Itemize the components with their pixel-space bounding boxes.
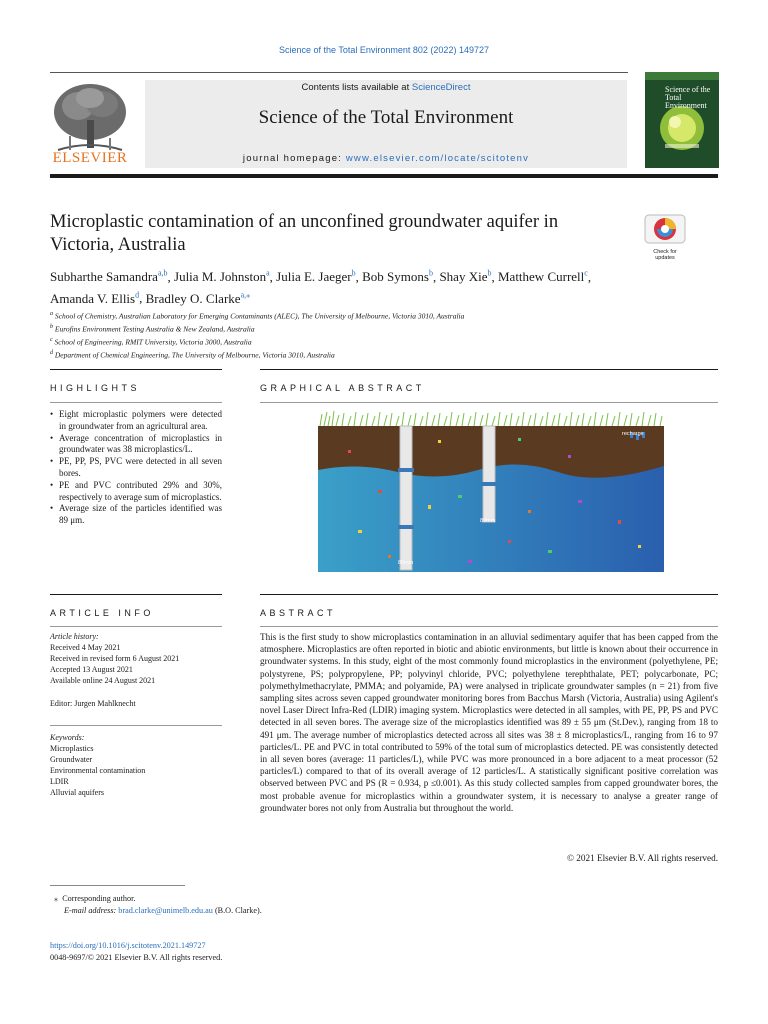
keywords	[50, 732, 222, 798]
article-history	[50, 631, 222, 686]
graphical-abstract-figure[interactable]	[318, 410, 664, 572]
author-list: Subharthe Samandra$^{a,b}$, Julia M. Johnston$^a$, Julia E. Jaeger$^b$, Bob Symons$^b$, Shay Xie$^b$, Matthew Currell$^c$, Amanda V. Ellis$^d$, Bradley O. Clarke$^{a,⁎}$	[50, 269, 592, 306]
header-thick-rule	[50, 174, 718, 178]
highlight-item: • Average concentration of microplastics in groundwater was 38 microplastics/L.	[50, 433, 222, 457]
abstract-copyright: © 2021 Elsevier B.V. All rights reserved.	[567, 853, 718, 863]
bore-depth-label: 80mm	[398, 560, 414, 566]
author[interactable]: Matthew Currell$^c$	[497, 269, 588, 285]
affiliation-item: $^c$ School of Engineering, RMIT University, Victoria 3000, Australia	[50, 337, 252, 347]
article-title: Microplastic contamination of an unconfined groundwater aquifer in Victoria, Australia	[50, 212, 559, 255]
article-info-top-rule	[50, 594, 222, 595]
keyword-item[interactable]: Microplastics	[50, 744, 94, 753]
aquifer-diagram	[318, 410, 664, 572]
highlights-heading: HIGHLIGHTS	[50, 383, 141, 393]
graphical-abstract-top-rule	[260, 369, 718, 370]
email-line: E-mail address: brad.clarke@unimelb.edu.au (B.O. Clarke).	[64, 906, 262, 915]
journal-cover[interactable]	[645, 72, 719, 168]
cover-title-line2: Total Environment	[665, 93, 707, 110]
keyword-item[interactable]: Groundwater	[50, 755, 93, 764]
author[interactable]: Bradley O. Clarke$^{a,⁎}$	[145, 290, 251, 306]
homepage-prefix: journal homepage:	[242, 153, 346, 164]
affiliation-item: $^b$ Eurofins Environment Testing Australia & New Zealand, Australia	[50, 324, 255, 334]
highlights-rule	[50, 402, 222, 403]
author[interactable]: Julia M. Johnston$^a$	[174, 269, 270, 285]
footnote-rule	[50, 885, 185, 886]
issn-copyright: 0048-9697/© 2021 Elsevier B.V. All rights reserved.	[50, 953, 223, 962]
contents-prefix: Contents lists available at	[301, 82, 412, 93]
email-link[interactable]: brad.clarke@unimelb.edu.au	[118, 906, 213, 915]
author[interactable]: Subharthe Samandra$^{a,b}$	[50, 269, 168, 285]
highlight-item: • PE and PVC contributed 29% and 30%, respectively to average sum of microplastics.	[50, 480, 222, 504]
crossmark-icon	[644, 214, 686, 244]
elsevier-wordmark: ELSEVIER	[52, 150, 128, 166]
cover-title-line1: Science of the	[665, 85, 711, 94]
sciencedirect-link[interactable]: ScienceDirect	[411, 82, 471, 93]
author[interactable]: Julia E. Jaeger$^b$	[276, 269, 356, 285]
contents-lists	[145, 82, 627, 93]
corresponding-author-line: ⁎ Corresponding author.	[54, 894, 136, 903]
abstract-heading: ABSTRACT	[260, 608, 337, 618]
journal-citation[interactable]: Science of the Total Environment 802 (2022) 149727	[279, 45, 489, 55]
graphical-abstract-heading: GRAPHICAL ABSTRACT	[260, 383, 425, 393]
abstract-top-rule	[260, 594, 718, 595]
affiliations	[50, 309, 720, 361]
history-item: Received 4 May 2021	[50, 643, 121, 652]
article-info-heading: ARTICLE INFO	[50, 608, 154, 618]
highlights-top-rule	[50, 369, 222, 370]
author[interactable]: Amanda V. Ellis$^d$	[50, 290, 140, 306]
history-item: Accepted 13 August 2021	[50, 665, 133, 674]
history-label: Article history:	[50, 632, 99, 641]
affiliation-item: $^a$ School of Chemistry, Australian Laboratory for Emerging Contaminants (ALEC), The University of Melbourne, Victoria 3010, Australia	[50, 311, 465, 321]
keyword-item[interactable]: Alluvial aquifers	[50, 788, 104, 797]
elsevier-logo	[50, 80, 130, 170]
history-item: Received in revised form 6 August 2021	[50, 654, 180, 663]
author[interactable]: Bob Symons$^b$	[362, 269, 433, 285]
editor: Editor: Jurgen Mahlknecht	[50, 699, 136, 708]
author[interactable]: Shay Xie$^b$	[439, 269, 492, 285]
highlight-item: • Eight microplastic polymers were detected in groundwater from an agricultural area.	[50, 409, 222, 433]
journal-title: Science of the Total Environment	[258, 107, 514, 128]
highlight-item: • PE, PP, PS, PVC were detected in all seven bores.	[50, 456, 222, 480]
abstract-body: This is the first study to show microplastics contamination in an alluvial sedimentary aquifer that has been capped from the atmosphere. Microplastics are often reported in biotic and abiotic environments, but little is known about their occurrence in groundwater systems. In this study, eight of the most commonly found microplastics in the environment (polyethylene, PE; polystyrene, PS; polypropylene, PP; polyvinyl chloride, PVC; polyethylene terephthalate, PET; polycarbonate, PC; polymethylmethacrylate, PMMA; and polyamide, PA) were analysed in triplicate groundwater samples (n = 21) from five sampling sites across seven capped groundwater monitoring bores from Bacchus Marsh (Victoria, Australia) using Agilent's novel Laser Direct Infra-Red (LDIR) imaging system. Microplastics were detected in all samples, with PE, PP, PS and PVC detected in all seven bores. The average size of the microplastics identified was 89 ± 55 μm (St.Dev.), ranging from 18 to 491 μm. The average number of microplastics detected across all sites was 38 ± 8 microplastics/L, ranging from 16 to 97 particles/L. PE and PVC in total contributed to 59% of the total sum of microplastics detected. PE was consistently detected in all seven bores (average: 11 particles/L), while PVC was more pronounced in a bore adjacent to a meat processor (52 particles/L) compared to that of its overall average of 12 particles/L. A statistically significant positive correlation was observed between PVC and PS (R = 0.934, p ≤0.001). As this study collected samples from capped groundwater bores, the most probable avenue for microplastics within a groundwater system, it is necessary to analyse a greater range of groundwater bores not only from Australia but throughout the world.	[260, 632, 718, 813]
highlights-list	[50, 409, 222, 527]
check-for-updates-button[interactable]	[644, 214, 686, 261]
abstract-rule	[260, 626, 718, 627]
recharge-label: recharge	[622, 431, 644, 437]
affiliation-item: $^d$ Department of Chemical Engineering, The University of Melbourne, Victoria 3010, Australia	[50, 350, 335, 360]
doi-link[interactable]: https://doi.org/10.1016/j.scitotenv.2021.149727	[50, 941, 206, 950]
corresponding-author-note	[54, 893, 554, 917]
keyword-item[interactable]: LDIR	[50, 777, 69, 786]
history-item: Available online 24 August 2021	[50, 676, 156, 685]
highlight-item: • Average size of the particles identified was 89 μm.	[50, 503, 222, 527]
homepage-link[interactable]: www.elsevier.com/locate/scitotenv	[345, 153, 530, 164]
keyword-item[interactable]: Environmental contamination	[50, 766, 146, 775]
bore-depth-label: 80mm	[480, 518, 496, 524]
graphical-abstract-rule	[260, 402, 718, 403]
keywords-rule	[50, 725, 222, 726]
article-info-rule	[50, 626, 222, 627]
journal-homepage	[145, 153, 627, 164]
keywords-label: Keywords:	[50, 733, 85, 742]
header-rule	[50, 72, 628, 73]
crossmark-label: Check for updates	[653, 249, 677, 261]
